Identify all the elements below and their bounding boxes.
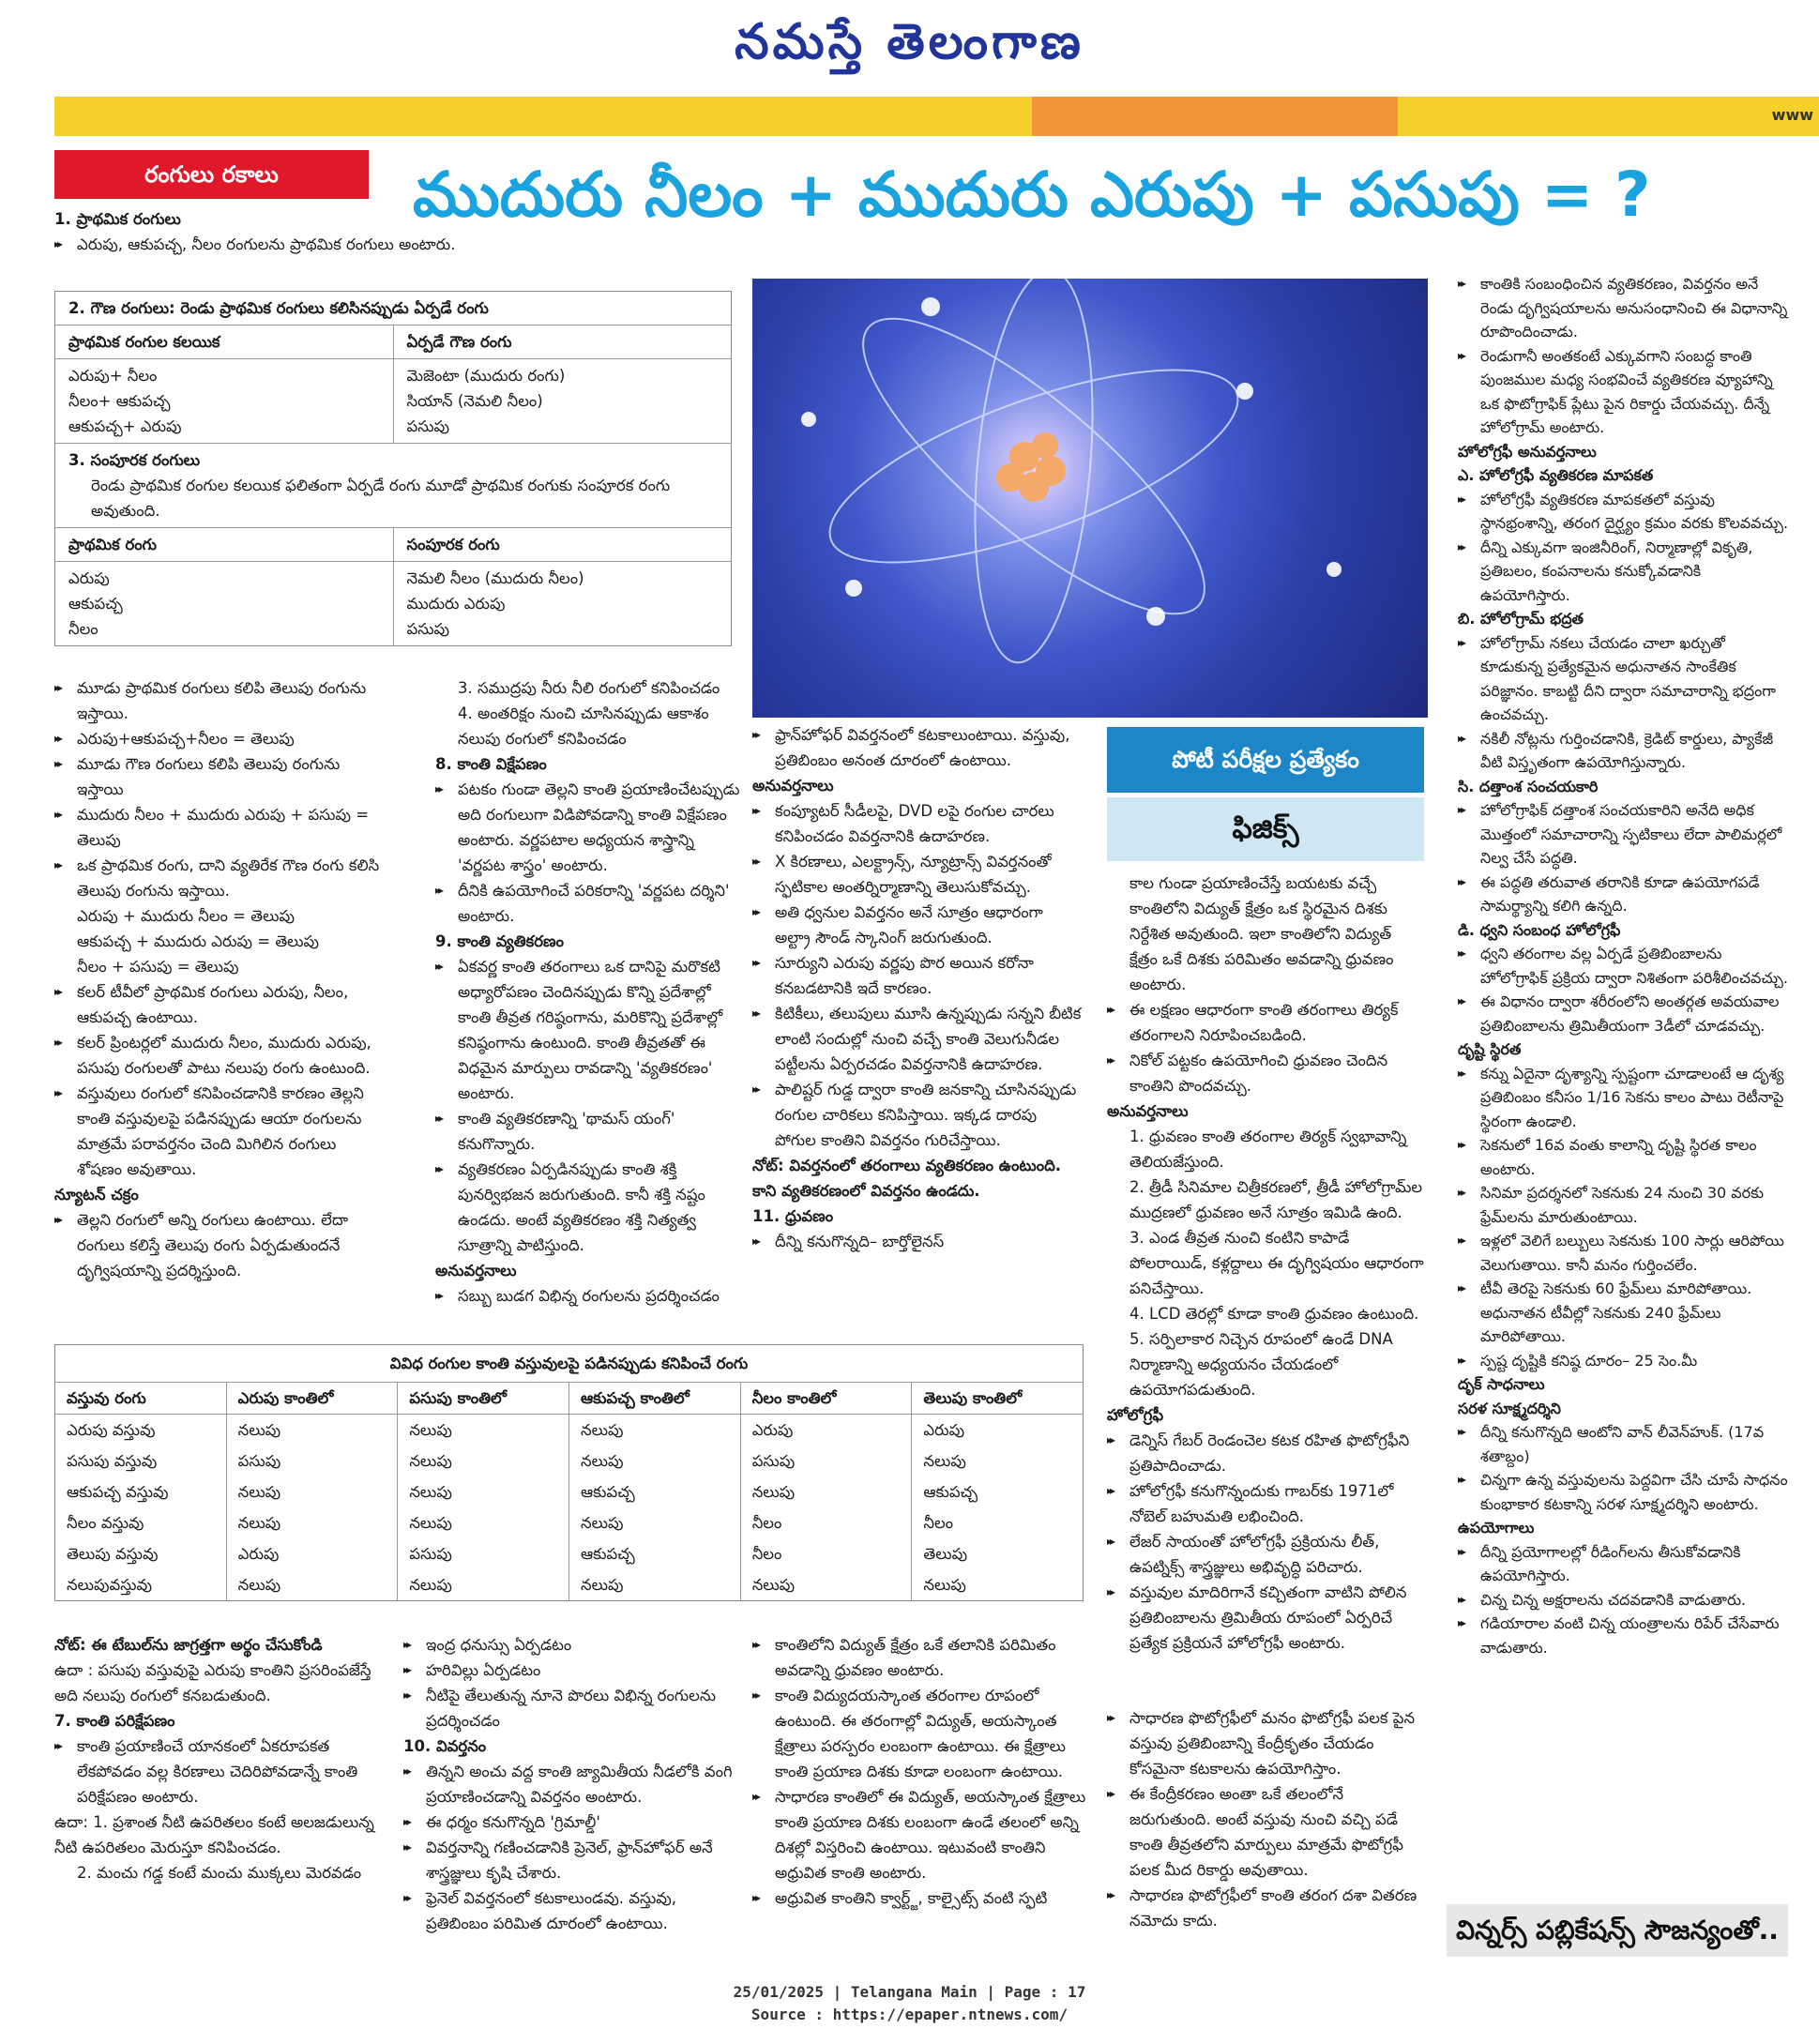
bullet-item: ▸▸ సాధారణ ఫొటోగ్రఫీలో మనం ఫొటోగ్రఫీ పలక పైన వస్తువు ప్రతిబింబాన్ని కేంద్రీకృతం చేయడం కోసమైనా కటకాలను ఉపయోగిస్తాం.	[1107, 1705, 1424, 1781]
table-cell: ఎరుపు వస్తువు	[67, 1421, 156, 1439]
table-title: వివిధ రంగుల కాంతి వస్తువులపై పడినప్పుడు కనిపించే రంగు	[55, 1345, 1083, 1383]
table-cell: నలుపు	[226, 1507, 398, 1538]
table-header: ప్రాథమిక రంగు	[68, 536, 157, 553]
bullet-item: ▸▸ నకిలీ నోట్లను గుర్తించడానికి, క్రెడిట్ కార్డులు, ప్యాకేజీ వీటి విస్తృతంగా ఉపయోగిస్తున్నారు.	[1458, 727, 1792, 775]
table-cell: నలుపు	[568, 1507, 740, 1538]
equation: ఎరుపు + ముదురు నీలం = తెలుపు	[77, 907, 295, 925]
table-cell: నీలం వస్తువు	[67, 1514, 144, 1532]
bullet-item: ▸▸ కన్ను ఏదైనా దృశ్యాన్ని స్పష్టంగా చూడాలంటే ఆ దృశ్య ప్రతిబింబం కనీసం 1/16 సెకను కాలం పాటు రెటీనాపై స్థిరంగా ఉండాలి.	[1458, 1062, 1792, 1134]
table-cell: పసుపు వస్తువు	[67, 1452, 158, 1470]
bottom-col4	[1107, 1705, 1424, 1933]
table-cell: నలుపు	[397, 1415, 568, 1446]
section-heading: ఉపయోగాలు	[1458, 1519, 1535, 1537]
bullet-item: ▸▸ కాంతికి సంబంధించిన వ్యతికరణం, వివర్తనం అనే రెండు దృగ్విషయాలను అనుసంధానించి ఈ విధానాన్ని రూపొందించాడు.	[1458, 272, 1792, 344]
table-cell	[393, 359, 732, 443]
col4-body	[1107, 871, 1424, 1656]
bullet-item: ▸▸ టీవీ తెరపై సెకనుకు 60 ఫ్రేమ్‌లు మారిపోతాయి. అధునాతన టీవీల్లో సెకనుకు 240 ఫ్రేమ్‌లు మారిపోతాయి.	[1458, 1277, 1792, 1349]
secondary-colors-table	[54, 291, 732, 646]
bullet-item: ▸▸ ఇంద్ర ధనుస్సు ఏర్పడటం	[403, 1632, 741, 1658]
section-heading: దృక్ సాధనాలు	[1458, 1375, 1545, 1393]
section-label: రంగులు రకాలు	[54, 150, 369, 199]
table-cell: ఎరుపు	[911, 1415, 1083, 1446]
table-cell: ఆకుపచ్చ	[568, 1538, 740, 1569]
bullet-item: ▸▸ నికోల్ పట్టకం ఉపయోగించి ధ్రువణం చెందిన కాంతిని పొందవచ్చు.	[1107, 1048, 1424, 1098]
masthead	[0, 0, 1819, 89]
table-cell-line: ఎరుపు+ నీలం	[68, 367, 158, 385]
table-header: తెలుపు కాంతిలో	[911, 1383, 1083, 1414]
bullet-item: ▸▸ ఇళ్లలో వెలిగే బల్బులు సెకనుకు 100 సార్లు ఆరిపోయి వెలుగుతాయి. కానీ మనం గుర్తించలేం.	[1458, 1229, 1792, 1277]
table-cell-line: నీలం+ ఆకుపచ్చ	[68, 392, 171, 410]
section-heading: 9. కాంతి వ్యతికరణం	[435, 932, 565, 950]
atom-illustration	[752, 279, 1428, 718]
table-header: ఏర్పడే గౌణ రంగు	[393, 326, 732, 358]
bullet-item: ▸▸ ఈ కేంద్రీకరణం అంతా ఒకే తలంలోనే జరుగుతుంది. అంటే వస్తువు నుంచి వచ్చి పడే కాంతి తీవ్రతలోని మార్పులు మాత్రమే ఫొటోగ్రఫీ పలక మీద రికార్డు అవుతాయి.	[1107, 1781, 1424, 1883]
bullet-item: ▸▸ సబ్బు బుడగ విభిన్న రంగులను ప్రదర్శించడం	[435, 1283, 745, 1309]
list-item: 2. త్రీడీ సినిమాల చిత్రీకరణలో, త్రీడీ హోలోగ్రామ్‌ల ముద్రణలో ధ్రువణం అనే సూత్రం ఇమిడి ఉంది.	[1129, 1178, 1423, 1221]
list-item: 3. ఎండ తీవ్రత నుంచి కంటిని కాపాడే పోలరాయిడ్, కళ్లద్దాలు ఈ దృగ్విషయం ఆధారంగా పనిచేస్తాయి.	[1129, 1229, 1424, 1297]
bullet-item: ▸▸ ఫ్రాన్‌హోఫర్ వివర్తనంలో కటకాలుంటాయి. వస్తువు, ప్రతిబింబం అనంత దూరంలో ఉంటాయి.	[752, 722, 1083, 773]
table-header: సంపూరక రంగు	[393, 528, 732, 561]
table-cell-line: ముదురు ఎరుపు	[406, 595, 506, 613]
table-cell: నలుపు	[911, 1446, 1083, 1476]
paragraph: కాల గుండా ప్రయాణించేస్తే బయటకు వచ్చే కాంతిలోని విద్యుత్ క్షేత్రం ఒక స్థిరమైన దిశకు నిర్దేశిత అవుతుంది. ఇలా కాంతిలోని విద్యుత్ క్షేత్రం ఒకే దిశకు పరిమితం అవడాన్ని ధ్రువణం అంటారు.	[1129, 874, 1394, 993]
section-heading: 10. వివర్తనం	[403, 1737, 487, 1755]
table-row	[55, 1507, 1083, 1538]
bottom-col1	[54, 1632, 392, 1885]
section-heading: 11. ధ్రువణం	[752, 1207, 834, 1225]
bullet-item: ▸▸ హోలోగ్రఫీ కనుగొన్నందుకు గాబర్‌కు 1971లో నోబెల్ బహుమతి లభించింది.	[1107, 1478, 1424, 1529]
bullet-item: ▸▸ ఎరుపు+ఆకుపచ్చ+నీలం = తెలుపు	[54, 726, 383, 751]
col1-body	[54, 675, 383, 1283]
table-row	[55, 1476, 1083, 1507]
table-cell-line: నీలం	[68, 620, 99, 638]
section-heading: దృష్టి స్థిరత	[1458, 1040, 1522, 1058]
table-header: ప్రాథమిక రంగుల కలయిక	[68, 333, 220, 351]
table-header: నీలం కాంతిలో	[740, 1383, 912, 1414]
table-cell: నలుపు	[568, 1569, 740, 1600]
object-color-table	[54, 1344, 1084, 1601]
table-cell: పసుపు	[740, 1446, 912, 1476]
table-cell-line: పసుపు	[406, 620, 449, 638]
bullet-item: ▸▸ వస్తువులు రంగులో కనిపించడానికి కారణం తెల్లని కాంతి వస్తువులపై పడినప్పుడు ఆయా రంగులను మాత్రమే పరావర్తనం చెంది మిగిలిన రంగులు శోషణం అవుతాయి.	[54, 1081, 383, 1182]
bullet-item: ▸▸ సినిమా ప్రదర్శనలో సెకనుకు 24 నుంచి 30 వరకు ఫ్రేమ్‌లను మారుతుంటాయి.	[1458, 1181, 1792, 1229]
bullet-item: ▸▸ దీన్ని కనుగొన్నది ఆంటోని వాన్ లీవెన్‌హుక్. (17వ శతాబ్దం)	[1458, 1420, 1792, 1468]
bullet-item: ▸▸ కాంతి వ్యతికరణాన్ని 'థామస్ యంగ్' కనుగొన్నారు.	[435, 1106, 745, 1157]
bullet-item: ▸▸ హోలోగ్రఫీ వ్యతికరణ మాపకతలో వస్తువు స్థానభ్రంశాన్ని, తరంగ దైర్ఘ్యం క్రమం వరకు కొలవవచ్చు.	[1458, 488, 1792, 536]
section-heading: 8. కాంతి విక్షేపణం	[435, 755, 547, 773]
col3-body	[752, 722, 1083, 1254]
col1-top	[54, 206, 561, 257]
list-item: 5. సర్పిలాకార నిచ్చెన రూపంలో ఉండే DNA నిర్మాణాన్ని అధ్యయనం చేయడంలో ఉపయోగపడుతుంది.	[1129, 1330, 1393, 1399]
section-heading: బి. హోలోగ్రామ్ భద్రత	[1458, 610, 1584, 628]
table-header: ఆకుపచ్చ కాంతిలో	[568, 1383, 740, 1414]
bullet-item: ▸▸ చిన్నగా ఉన్న వస్తువులను పెద్దవిగా చేసి చూపే సాధనం కుంభాకార కటకాన్ని సరళ సూక్ష్మదర్శిని అంటారు.	[1458, 1468, 1792, 1516]
headline: ముదురు నీలం + ముదురు ఎరుపు + పసుపు = ?	[413, 159, 1651, 231]
table-cell: ఎరుపు	[740, 1415, 912, 1446]
bullet-item: ▸▸ ఈ విధానం ద్వారా శరీరంలోని అంతర్గత అవయవాల ప్రతిబింబాలను త్రిమితీయంగా 3డీలో చూడవచ్చు.	[1458, 990, 1792, 1037]
bullet-item: ▸▸ అధ్రువిత కాంతిని క్వార్ట్జ్, కాల్సైట్స్ వంటి స్ఫటి	[752, 1885, 1088, 1911]
col2-body	[435, 675, 745, 1309]
bullet-item: ▸▸ ఈ పద్ధతి తరువాత తరానికి కూడా ఉపయోగపడే సామర్థ్యాన్ని కలిగి ఉన్నది.	[1458, 871, 1792, 918]
table-cell-line: ఎరుపు	[68, 569, 110, 587]
footer-date-line: 25/01/2025 | Telangana Main | Page : 17	[733, 1983, 1086, 2001]
bullet-item: ▸▸ కిటికీలు, తలుపులు మూసి ఉన్నప్పుడు సన్నని బీటిక లాంటి సందుల్లో నుంచి వచ్చే కాంతి వెలుగునీడల పట్టీలను ఏర్పరచడం వివర్తనానికి ఉదాహరణ.	[752, 1001, 1083, 1077]
list-item: 4. LCD తెరల్లో కూడా కాంతి ధ్రువణం ఉంటుంది.	[1129, 1305, 1419, 1323]
table-cell: ఆకుపచ్చ వస్తువు	[67, 1483, 169, 1501]
table-cell: పసుపు	[397, 1538, 568, 1569]
bullet-item: ▸▸ రెండుగానీ అంతకంటే ఎక్కువగాని సంబద్ధ కాంతి పుంజముల మధ్య సంభవించే వ్యతికరణ వ్యూహాన్ని ఒక ఫొటోగ్రాఫిక్ ప్లేటు పైన రికార్డు చేయవచ్చు. దీన్నే హోలోగ్రామ్ అంటారు.	[1458, 344, 1792, 440]
table-cell: తెలుపు	[911, 1538, 1083, 1569]
list-item: 4. అంతరిక్షం నుంచి చూసినప్పుడు ఆకాశం నలుపు రంగులో కనిపించడం	[458, 704, 709, 748]
bullet-item: ▸▸ వ్యతికరణం ఏర్పడినప్పుడు కాంతి శక్తి పునర్విభజన జరుగుతుంది. కానీ శక్తి నష్టం ఉండదు. అంటే వ్యతికరణం శక్తి నిత్యత్వ సూత్రాన్ని పాటిస్తుంది.	[435, 1157, 745, 1258]
bullet-item: ▸▸ ఫ్రెనెల్ వివర్తనంలో కటకాలుండవు. వస్తువు, ప్రతిబింబం పరిమిత దూరంలో ఉంటాయి.	[403, 1885, 741, 1936]
equation: ఆకుపచ్చ + ముదురు ఎరుపు = తెలుపు	[77, 932, 320, 950]
table-cell	[393, 562, 732, 645]
table-cell: నలుపు	[397, 1446, 568, 1476]
section-heading: అనువర్తనాలు	[1107, 1102, 1189, 1120]
table-cell	[55, 444, 731, 527]
bullet-item: ▸▸ గడియారాల వంటి చిన్న యంత్రాలను రిపేర్ చేసేవారు వాడుతారు.	[1458, 1612, 1792, 1659]
table-cell: ఆకుపచ్చ	[911, 1476, 1083, 1507]
bullet-item: ▸▸ X కిరణాలు, ఎలక్ట్రాన్స్, న్యూట్రాన్స్ వివర్తనంతో స్ఫటికాల అంతర్నిర్మాణాన్ని తెలుసుకోవచ్చు.	[752, 849, 1083, 900]
list-item: 3. సముద్రపు నీరు నీలి రంగులో కనిపించడం	[458, 679, 720, 697]
note: నోట్: ఈ టేబుల్‌ను జాగ్రత్తగా అర్థం చేసుకోండి	[54, 1636, 323, 1654]
bullet-item: ▸▸ కలర్ టీవీలో ప్రాథమిక రంగులు ఎరుపు, నీలం, ఆకుపచ్చ ఉంటాయి.	[54, 979, 383, 1030]
bullet-item: ▸▸ దీన్ని ప్రయోగాలల్లో రీడింగ్‌లను తీసుకోవడానికి ఉపయోగిస్తారు.	[1458, 1540, 1792, 1588]
table-cell-line: ఆకుపచ్చ	[68, 595, 123, 613]
bullet-item: ▸▸ అతి ధ్వనుల వివర్తనం అనే సూత్రం ఆధారంగా అల్ట్రా సౌండ్ స్కానింగ్ జరుగుతుంది.	[752, 900, 1083, 950]
table-header: పసుపు కాంతిలో	[397, 1383, 568, 1414]
header-band-right-text: www	[1771, 106, 1813, 124]
section-heading: సరళ సూక్ష్మదర్శిని	[1458, 1399, 1561, 1417]
table-cell-line: సియాన్ (నెమలి నీలం)	[406, 392, 543, 410]
table-cell: నీలం	[911, 1507, 1083, 1538]
competitive-exam-banner: పోటీ పరీక్షల ప్రత్యేకం	[1107, 727, 1424, 793]
table-row	[55, 1538, 1083, 1569]
table-cell: నలుపు	[397, 1569, 568, 1600]
bullet-item: ▸▸ వస్తువుల మాదిరిగానే కచ్చితంగా వాటిని పోలిన ప్రతిబింబాలను త్రిమితీయ రూపంలో ఏర్పరిచే ప్రత్యేక ప్రక్రియనే హోలోగ్రఫీ అంటారు.	[1107, 1580, 1424, 1656]
header-band	[54, 97, 1819, 136]
bullet-item: ▸▸ పటకం గుండా తెల్లని కాంతి ప్రయాణించేటప్పుడు అది రంగులుగా విడిపోవడాన్ని కాంతి విక్షేపణం అంటారు. వర్ణపటాల అధ్యయన శాస్త్రాన్ని 'వర్ణపట శాస్త్రం' అంటారు.	[435, 777, 745, 878]
section-heading: ఎ. హోలోగ్రఫీ వ్యతికరణ మాపకత	[1458, 466, 1654, 484]
table-cell: నలుపు	[226, 1569, 398, 1600]
section-heading: హోలోగ్రఫీ అనువర్తనాలు	[1458, 442, 1597, 461]
table-cell: తెలుపు వస్తువు	[67, 1545, 159, 1563]
table-header-row	[55, 1383, 1083, 1415]
note: నోట్: వివర్తనంలో తరంగాలు వ్యతికరణం ఉంటుంది. కాని వ్యతికరణంలో వివర్తనం ఉండదు.	[752, 1157, 1062, 1200]
table-header: వస్తువు రంగు	[67, 1389, 146, 1407]
header-band-orange-block	[1032, 97, 1398, 136]
table-cell-line: ఆకుపచ్చ+ ఎరుపు	[68, 417, 182, 435]
bottom-col3	[752, 1632, 1088, 1911]
example: 2. మంచు గడ్డ కంటే మంచు ముక్కలు మెరవడం	[77, 1864, 362, 1882]
page-footer	[0, 1981, 1819, 2026]
bullet-item: ▸▸ ఈ లక్షణం ఆధారంగా కాంతి తరంగాలు తిర్యక్ తరంగాలని నిరూపించబడింది.	[1107, 997, 1424, 1048]
footer-source-line: Source : https://epaper.ntnews.com/	[750, 2006, 1069, 2023]
bullet-item: ▸▸ మూడు ప్రాథమిక రంగులు కలిపి తెలుపు రంగును ఇస్తాయి.	[54, 675, 383, 726]
publisher-credit: విన్నర్స్ పబ్లికేషన్స్ సౌజన్యంతో..	[1447, 1904, 1788, 1957]
table-cell: నీలం	[740, 1507, 912, 1538]
bullet-item: ▸▸ పాలిష్టర్ గుడ్డ ద్వారా కాంతి జనకాన్ని చూసినప్పుడు రంగుల చారికలు కనిపిస్తాయి. ఇక్కడ దారపు పోగుల కాంతిని వివర్తనం గురిచేస్తాయి.	[752, 1077, 1083, 1153]
col5-body	[1458, 272, 1792, 1659]
article-page	[54, 141, 1814, 1956]
bullet-item: ▸▸ ధ్వని తరంగాల వల్ల ఏర్పడే ప్రతిబింబాలను హోలోగ్రాఫిక్ ప్రక్రియ ద్వారా నిశితంగా పరిశీలించవచ్చు.	[1458, 942, 1792, 990]
bullet-item: ▸▸ డెన్నిస్ గేబర్ రెండంచెల కటక రహిత ఫొటోగ్రఫీని ప్రతిపాదించాడు.	[1107, 1428, 1424, 1478]
table-header: ఎరుపు కాంతిలో	[226, 1383, 398, 1414]
section-heading: హోలోగ్రఫీ	[1107, 1406, 1164, 1424]
table-cell: ఎరుపు	[226, 1538, 398, 1569]
bullet-item: ▸▸ కాంతిలోని విద్యుత్ క్షేత్రం ఒకే తలానికి పరిమితం అవడాన్ని ధ్రువణం అంటారు.	[752, 1632, 1088, 1683]
bullet-item: ▸▸ కలర్ ప్రింటర్లలో ముదురు నీలం, ముదురు ఎరుపు, పసుపు రంగులతో పాటు నలుపు రంగు ఉంటుంది.	[54, 1030, 383, 1081]
table-cell-line: మెజెంటా (ముదురు రంగు)	[406, 367, 566, 385]
section-heading: అనువర్తనాలు	[752, 777, 834, 795]
table-cell: నలుపువస్తువు	[67, 1576, 152, 1594]
bullet-item: ▸▸ ఈ ధర్మం కనుగొన్నది 'గ్రిమాల్డీ'	[403, 1809, 741, 1835]
newspaper-title: నమస్తే తెలంగాణ	[735, 13, 1084, 70]
bullet-item: ▸▸ లేజర్ సాయంతో హోలోగ్రఫీ ప్రక్రియను లీత్, ఉపట్నిక్స్ శాస్త్రజ్ఞులు అభివృద్ధి పరిచారు.	[1107, 1529, 1424, 1580]
bullet-item: ▸▸ హోలోగ్రాఫిక్ దత్తాంశ సంచయకారిని అనేది అధిక మొత్తంలో సమాచారాన్ని స్ఫటికాలు లేదా పాలిమర్లలో నిల్వ చేసే పద్ధతి.	[1458, 798, 1792, 871]
bullet-item: ▸▸ కంప్యూటర్ సీడీలపై, DVD లపై రంగుల చారలు కనిపించడం వివర్తనానికి ఉదాహరణ.	[752, 798, 1083, 849]
bullet-item: ▸▸ ముదురు నీలం + ముదురు ఎరుపు + పసుపు = తెలుపు	[54, 802, 383, 853]
table-title: 2. గౌణ రంగులు: రెండు ప్రాథమిక రంగులు కలిసినప్పుడు ఏర్పడే రంగు	[68, 299, 489, 317]
example: ఉదా : పసుపు వస్తువుపై ఎరుపు కాంతిని ప్రసరింపజేస్తే అది నలుపు రంగులో కనబడుతుంది.	[54, 1661, 371, 1704]
section-heading: న్యూటన్ చక్రం	[54, 1186, 139, 1204]
equation: నీలం + పసుపు = తెలుపు	[77, 958, 239, 976]
table-cell: పసుపు	[226, 1446, 398, 1476]
bullet-item: ▸▸ ఒక ప్రాథమిక రంగు, దాని వ్యతిరేక గౌణ రంగు కలిసి తెలుపు రంగును ఇస్తాయి.	[54, 853, 383, 903]
bullet-item: ▸▸ ఏకవర్ణ కాంతి తరంగాలు ఒక దానిపై మరొకటి అధ్యారోపణం చెందినప్పుడు కొన్ని ప్రదేశాల్లో కాంతి తీవ్రత గరిష్ఠంగాను, మరికొన్ని ప్రదేశాల్లో కనిష్ఠంగాను ఉంటుంది. కాంతి తీవ్రతతో ఈ విధమైన మార్పులు రావడాన్ని 'వ్యతికరణం' అంటారు.	[435, 954, 745, 1106]
bullet-item: ▸▸ దీన్ని ఎక్కువగా ఇంజినీరింగ్, నిర్మాణాల్లో వికృతి, ప్రతిబలం, కంపనాలను కనుక్కోవడానికి ఉపయోగిస్తారు.	[1458, 536, 1792, 608]
atom-icon	[752, 279, 1428, 718]
list-item: 1. ధ్రువణం కాంతి తరంగాల తిర్యక్ స్వభావాన్ని తెలియజేస్తుంది.	[1129, 1128, 1407, 1171]
table-cell: నలుపు	[226, 1415, 398, 1446]
bullet-item: ▸▸ మూడు గౌణ రంగులు కలిపి తెలుపు రంగును ఇస్తాయి	[54, 751, 383, 802]
table-title: 3. సంపూరక రంగులు	[68, 451, 201, 469]
table-cell: నలుపు	[568, 1415, 740, 1446]
bullet-item: ▸▸ సూర్యుని ఎరుపు వర్ణపు పొర అయిన కరోనా కనబడటానికి ఇదే కారణం.	[752, 950, 1083, 1001]
table-cell: నలుపు	[397, 1476, 568, 1507]
section-heading: అనువర్తనాలు	[435, 1262, 517, 1279]
bullet-item: ▸▸ ఎరుపు, ఆకుపచ్చ, నీలం రంగులను ప్రాథమిక రంగులు అంటారు.	[54, 232, 561, 257]
bullet-item: ▸▸ కాంతి ప్రయాణించే యానకంలో ఏకరూపకత లేకపోవడం వల్ల కిరణాలు చెదిరిపోవడాన్నే కాంతి పరిక్షేపణం అంటారు.	[54, 1734, 392, 1809]
bullet-item: ▸▸ సెకనులో 16వ వంతు కాలాన్ని దృష్టి స్థిరత కాలం అంటారు.	[1458, 1133, 1792, 1181]
table-row	[55, 1569, 1083, 1600]
bullet-item: ▸▸ సాధారణ కాంతిలో ఈ విద్యుత్, అయస్కాంత క్షేత్రాలు కాంతి ప్రయాణ దిశకు లంబంగా ఉండే తలంలో అన్ని దిశల్లో విస్తరించి ఉంటాయి. ఇటువంటి కాంతిని అధ్రువిత కాంతి అంటారు.	[752, 1784, 1088, 1885]
table-cell-line: పసుపు	[406, 417, 449, 435]
table-row	[55, 1415, 1083, 1446]
bullet-item: ▸▸ వివర్తనాన్ని గణించడానికి ప్రెనెల్, ఫ్రాన్‌హోఫర్ అనే శాస్త్రజ్ఞులు కృషి చేశారు.	[403, 1835, 741, 1885]
physics-banner: ఫిజిక్స్	[1107, 797, 1424, 861]
bullet-item: ▸▸ కాంతి విద్యుదయస్కాంత తరంగాల రూపంలో ఉంటుంది. ఈ తరంగాల్లో విద్యుత్, అయస్కాంత క్షేత్రాలు పరస్పరం లంబంగా ఉంటాయి. ఈ క్షేత్రాలు కాంతి ప్రయాణ దిశకు కూడా లంబంగా ఉంటాయి.	[752, 1683, 1088, 1784]
bullet-item: ▸▸ స్పష్ట దృష్టికి కనిష్ఠ దూరం– 25 సెం.మీ	[1458, 1349, 1792, 1373]
example: ఉదా: 1. ప్రశాంత నీటి ఉపరితలం కంటే అలజడులున్న నీటి ఉపరితలం మెరుస్తూ కనిపించడం.	[54, 1813, 374, 1856]
bullet-item: ▸▸ హోలోగ్రామ్ నకలు చేయడం చాలా ఖర్చుతో కూడుకున్న ప్రత్యేకమైన అధునాతన సాంకేతిక పరిజ్ఞానం. కాబట్టి దీని ద్వారా సమాచారాన్ని భద్రంగా ఉంచవచ్చు.	[1458, 631, 1792, 727]
table-cell-line: నెమలి నీలం (ముదురు నీలం)	[406, 569, 584, 587]
table-cell: నలుపు	[740, 1569, 912, 1600]
bullet-item: ▸▸ చిన్న చిన్న అక్షరాలను చదవడానికి వాడుతారు.	[1458, 1588, 1792, 1612]
section-heading: సి. దత్తాంశ సంచయకారి	[1458, 777, 1599, 795]
bullet-item: ▸▸ నీటిపై తేలుతున్న నూనె పొరలు విభిన్న రంగులను ప్రదర్శించడం	[403, 1683, 741, 1734]
section-heading: 7. కాంతి పరిక్షేపణం	[54, 1712, 175, 1730]
section-heading: డి. ధ్వని సంబంధ హోలోగ్రఫీ	[1458, 920, 1621, 939]
table-cell: నలుపు	[397, 1507, 568, 1538]
bullet-item: ▸▸ హరివిల్లు ఏర్పడటం	[403, 1658, 741, 1683]
table-cell: నలుపు	[911, 1569, 1083, 1600]
bullet-item: ▸▸ దీన్ని కనుగొన్నది– బార్తోలైనస్	[752, 1229, 1083, 1254]
table-cell: నలుపు	[740, 1476, 912, 1507]
bottom-col2	[403, 1632, 741, 1936]
bullet-item: ▸▸ తెల్లని రంగులో అన్ని రంగులు ఉంటాయి. లేదా రంగులు కలిస్తే తెలుపు రంగు ఏర్పడుతుందనే దృగ్విషయాన్ని ప్రదర్శిస్తుంది.	[54, 1207, 383, 1283]
table-description: రెండు ప్రాథమిక రంగుల కలయిక ఫలితంగా ఏర్పడే రంగు మూడో ప్రాథమిక రంగుకు సంపూరక రంగు అవుతుంది.	[91, 477, 671, 520]
table-cell: నీలం	[740, 1538, 912, 1569]
section-heading: 1. ప్రాథమిక రంగులు	[54, 210, 181, 228]
table-cell: నలుపు	[568, 1446, 740, 1476]
table-cell: ఆకుపచ్చ	[568, 1476, 740, 1507]
table-cell: నలుపు	[226, 1476, 398, 1507]
table-row	[55, 1446, 1083, 1476]
table-cell	[55, 359, 393, 443]
bullet-item: ▸▸ సాధారణ ఫొటోగ్రఫీలో కాంతి తరంగ దశా వితరణ నమోదు కాదు.	[1107, 1883, 1424, 1933]
table-cell	[55, 562, 393, 645]
bullet-item: ▸▸ దీనికి ఉపయోగించే పరికరాన్ని 'వర్ణపట దర్శిని' అంటారు.	[435, 878, 745, 929]
bullet-item: ▸▸ తిన్నని అంచు వద్ద కాంతి జ్యామితీయ నీడలోకి వంగి ప్రయాణించడాన్ని వివర్తనం అంటారు.	[403, 1759, 741, 1809]
